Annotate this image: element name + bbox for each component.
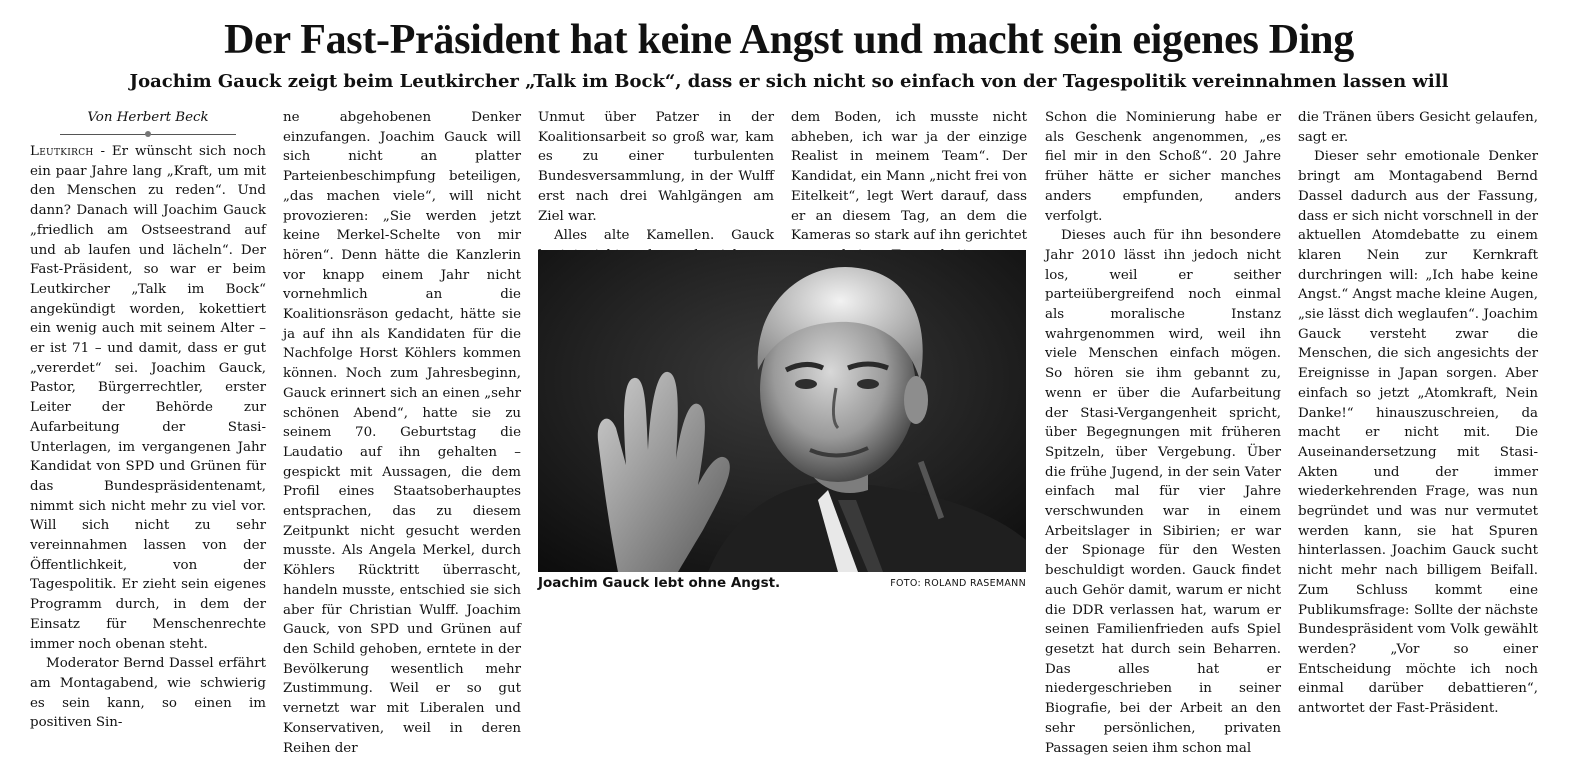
paragraph: dem Boden, ich musste nicht abheben, ich war ja der einzige Realist in meinem Team“. Der Kandidat, ein Mann „nicht frei von Eitelkeit“, legt Wert darauf, dass er an diesem Tag, an dem die Kameras so stark auf ihn gerichtet (791, 110, 1027, 244)
article-column-6 (1298, 108, 1538, 719)
paragraph: Schon die Nominierung habe er als Geschenk angenommen, „es fiel mir in den Schoß“. 20 Jahre früher hätte er sicher manches anders empfunden, anders verfolgt. (1045, 110, 1281, 224)
article-column-5 (1045, 108, 1281, 758)
subheadline: Joachim Gauck zeigt beim Leutkircher „Talk im Bock“, dass er sich nicht so einfach von der Tagespolitik vereinnahmen lassen will (129, 71, 1449, 92)
byline-ornament (30, 129, 266, 139)
photo-caption: Joachim Gauck lebt ohne Angst. (538, 575, 781, 591)
photo-caption-bar (538, 574, 1026, 596)
article-column-4 (791, 108, 1027, 266)
byline: Von Herbert Beck (87, 110, 209, 125)
paragraph: die Tränen übers Gesicht gelaufen, sagt er. (1298, 110, 1538, 145)
paragraph: Dieser sehr emotionale Denker bringt am Montagabend Bernd Dassel dadurch aus der Fassung, dass er sich nicht vorschnell in der aktuellen Atomdebatte zu einem klaren Nein zur Kernkraft durchringen will: „Ich habe keine Angst.“ Angst mache kleine Augen, „sie lässt dich weglaufen“. Joachim Gauck versteht zwar die Menschen, die sich angesichts der Ereignisse in Japan sorgen. Aber einfach so jetzt „Atomkraft, Nein Danke!“ hinauszuschreien, da macht er nicht mit. Die Auseinandersetzung mit Stasi-Akten und der immer wiederkehrenden Frage, was nun begründet und was nur vermutet werden kann, sie hat Spuren hinterlassen. Joachim Gauck sucht nicht mehr nach billigem Beifall. Zum Schluss kommt eine Publikumsfrage: Sollte der nächste Bundespräsident vom Volk gewählt werden? „Vor so einer Entscheidung möchte ich noch einmal darüber debattieren“, antwortet der Fast-Präsident. (1298, 149, 1538, 717)
paragraph: Moderator Bernd Dassel erfährt am Montagabend, wie schwierig es sein kann, so einen im positiven Sin- (30, 656, 266, 731)
portrait-illustration (538, 250, 1026, 572)
dateline: Leutkirch (30, 144, 94, 159)
headline: Der Fast-Präsident hat keine Angst und macht sein eigenes Ding (224, 17, 1354, 63)
paragraph: Leutkirch - Er wünscht sich noch ein paar Jahre lang „Kraft, um mit den Menschen zu reden“. Und dann? Danach will Joachim Gauck „friedlich am Ostseestrand auf und ab laufen und lächeln“. Der Fast-Präsident, so war er beim Leutkircher „Talk im Bock“ angekündigt worden, kokettiert ein wenig auch mit seinem Alter – er ist 71 – und damit, dass er gut „vererdet“ sei. Joachim Gauck, Pastor, Bürgerrechtler, erster Leiter der Behörde zur Aufarbeitung der Stasi-Unterlagen, im vergangenen Jahr Kandidat von SPD und Grünen für das Bundespräsidentenamt, nimmt sich nicht mehr zu viel vor. Will sich nicht zu sehr vereinnahmen lassen von der Öffentlichkeit, von der Tagespolitik. Er zieht sein eigenes Programm durch, in dem der Einsatz für Menschenrechte immer noch obenan steht. (30, 144, 266, 652)
paragraph: Dieses auch für ihn besondere Jahr 2010 lässt ihn jedoch nicht los, weil er seither parteiübergreifend noch einmal als moralische Instanz wahrgenommen wird, weil ihn viele Menschen einfach mögen. So hören sie ihm gebannt zu, wenn er über die Aufarbeitung der Stasi-Vergangenheit spricht, über Begegnungen mit früheren Spitzeln, über Vergebung. Über die frühe Jugend, in der sein Vater einfach mal für vier Jahre verschwunden war in einem Arbeitslager in Sibirien; er war der Spionage für den Westen beschuldigt worden. Gauck findet auch Gehör damit, warum er nicht die DDR verlassen hat, warum er seinen Familienfrieden aufs Spiel gesetzt hat durch sein Beharren. Das alles hat er niedergeschrieben in seiner Biografie, bei der Arbeit an den sehr persönlichen, privaten Passagen seien ihm schon mal (1045, 228, 1281, 756)
article-column-2 (283, 108, 521, 758)
article-column-1 (30, 108, 266, 733)
paragraph: Alles alte Kamellen. Gauck (554, 228, 774, 244)
photo-credit: FOTO: ROLAND RASEMANN (890, 578, 1026, 589)
portrait-photo (538, 250, 1026, 572)
paragraph: Unmut über Patzer in der Koalitionsarbeit so groß war, kam es zu einer turbulenten Bundesversammlung, in der Wulff erst nach drei Wahlgängen am Ziel war. (538, 110, 774, 224)
paragraph: ne abgehobenen Denker einzufangen. Joachim Gauck will sich nicht an platter Parteienbeschimpfung beteiligen, „das machen viele“, will nicht provozieren: „Sie werden jetzt keine Merkel-Schelte von mir hören“. Denn hätte die Kanzlerin vor knapp einem Jahr nicht vornehmlich an die Koalitionsräson gedacht, hätte sie ja auf ihn als Kandidaten für die Nachfolge Horst Köhlers kommen können. Noch zum Jahresbeginn, Gauck erinnert sich an einen „sehr schönen Abend“, hatte sie zu seinem 70. Geburtstag die Laudatio auf ihn gehalten – gespickt mit Aussagen, die dem Profil eines Staatsoberhauptes entsprachen, das zu diesem Zeitpunkt nicht gesucht werden musste. Als Angela Merkel, durch Köhlers Rücktritt überrascht, handeln musste, entschied sie sich aber für Christian Wulff. Joachim Gauck, von SPD und Grünen auf den Schild gehoben, erntete in der Bevölkerung wesentlich mehr Zustimmung. Weil er so gut vernetzt war mit Liberalen und Konservativen, weil in deren Reihen der (283, 110, 521, 756)
